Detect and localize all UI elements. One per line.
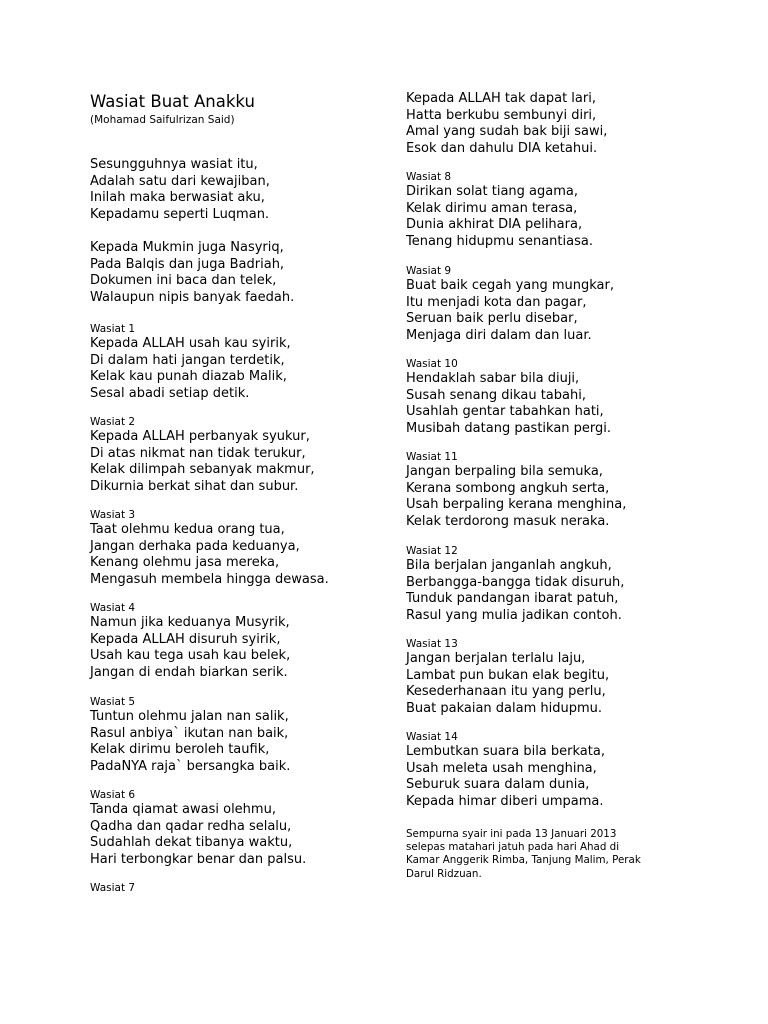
intro-line: Adalah satu dari kewajiban, <box>90 173 270 189</box>
document-title: Wasiat Buat Anakku <box>90 92 255 111</box>
stanza-line: Jangan berjalan terlalu laju, <box>406 651 586 666</box>
stanza-line: Dunia akhirat DIA pelihara, <box>406 217 583 232</box>
stanza-line: Kesederhanaan itu yang perlu, <box>406 684 606 699</box>
intro-line: Kepada Mukmin juga Nasyriq, <box>90 240 284 255</box>
stanza-line: Hatta berkubu sembunyi diri, <box>406 107 597 123</box>
stanza-line: Namun jika keduanya Musyrik, <box>90 615 290 630</box>
stanza-line: Kenang olehmu jasa mereka, <box>90 555 280 570</box>
stanza-line: Berbangga-bangga tidak disuruh, <box>406 574 625 590</box>
intro-line: Kepadamu seperti Luqman. <box>90 206 270 222</box>
stanza-line: Hendaklah sabar bila diuji, <box>406 371 580 386</box>
stanza-line: Kepada ALLAH disuruh syirik, <box>90 631 281 647</box>
stanza-line: Sesal abadi setiap detik. <box>90 385 250 401</box>
stanza-line: Lambat pun bukan elak begitu, <box>406 667 610 683</box>
stanza-line: Buat baik cegah yang mungkar, <box>406 278 614 293</box>
intro-line: Dokumen ini baca dan telek, <box>90 273 277 288</box>
stanza-line: Di dalam hati jangan terdetik, <box>90 352 285 368</box>
stanza-line: Seburuk suara dalam dunia, <box>406 777 590 792</box>
stanza-line: Tuntun olehmu jalan nan salik, <box>90 709 289 724</box>
stanza-line: Susah senang dikau tabahi, <box>406 387 586 403</box>
stanza-line: Kepada ALLAH usah kau syirik, <box>90 336 291 351</box>
footnote-line: Darul Ridzuan. <box>406 867 482 880</box>
stanza-line: Kelak dirimu beroleh taufik, <box>90 742 270 757</box>
stanza-label: Wasiat 13 <box>406 638 458 650</box>
stanza-line: Kelak kau punah diazab Malik, <box>90 369 287 384</box>
stanza-label: Wasiat 14 <box>406 731 458 743</box>
stanza-line: Kerana sombong angkuh serta, <box>406 480 610 496</box>
stanza-label: Wasiat 6 <box>90 789 136 801</box>
footnote-line: Sempurna syair ini pada 13 Januari 2013 <box>406 828 617 840</box>
stanza-line: Dirikan solat tiang agama, <box>406 184 578 199</box>
stanza-line: Jangan derhaka pada keduanya, <box>90 538 300 554</box>
intro-line: Pada Balqis dan juga Badriah, <box>90 256 285 272</box>
stanza-line: Tunduk pandangan ibarat patuh, <box>406 591 619 606</box>
stanza-line: Usah kau tega usah kau belek, <box>90 648 291 663</box>
stanza-label: Wasiat 8 <box>406 171 452 183</box>
stanza-line: Kepada himar diberi umpama. <box>406 793 604 809</box>
stanza-line: Musibah datang pastikan pergi. <box>406 420 612 436</box>
stanza-line: Jangan di endah biarkan serik. <box>90 664 288 680</box>
stanza-line: Seruan baik perlu disebar, <box>406 311 578 326</box>
stanza-line: Usahlah gentar tabahkan hati, <box>406 404 604 419</box>
stanza-line: Tanda qiamat awasi olehmu, <box>90 802 276 817</box>
stanza-label: Wasiat 5 <box>90 696 136 708</box>
stanza-line: Qadha dan qadar redha selalu, <box>90 818 292 834</box>
stanza-line: Buat pakaian dalam hidupmu. <box>406 700 603 716</box>
stanza-label: Wasiat 1 <box>90 323 136 335</box>
intro-line: Walaupun nipis banyak faedah. <box>90 289 295 305</box>
stanza-label: Wasiat 2 <box>90 416 136 428</box>
stanza-line: Esok dan dahulu DIA ketahui. <box>406 140 598 156</box>
stanza-label: Wasiat 10 <box>406 358 458 370</box>
stanza-line: Kelak terdorong masuk neraka. <box>406 513 610 529</box>
stanza-line: Usah berpaling kerana menghina, <box>406 497 627 512</box>
stanza-line: Kepada ALLAH tak dapat lari, <box>406 91 596 106</box>
stanza-line: Taat olehmu kedua orang tua, <box>90 522 285 537</box>
stanza-label: Wasiat 7 <box>90 882 136 894</box>
stanza-line: Rasul yang mulia jadikan contoh. <box>406 607 622 623</box>
stanza-label: Wasiat 4 <box>90 602 136 614</box>
stanza-label: Wasiat 9 <box>406 265 452 277</box>
stanza-line: Hari terbongkar benar dan palsu. <box>90 851 307 867</box>
intro-line: Sesungguhnya wasiat itu, <box>90 157 258 172</box>
stanza-line: Bila berjalan janganlah angkuh, <box>406 558 612 573</box>
stanza-line: PadaNYA raja` bersangka baik. <box>90 758 291 774</box>
intro-line: Inilah maka berwasiat aku, <box>90 190 265 205</box>
stanza-label: Wasiat 11 <box>406 451 458 463</box>
stanza-line: Mengasuh membela hingga dewasa. <box>90 571 329 587</box>
stanza-label: Wasiat 12 <box>406 545 458 557</box>
stanza-line: Menjaga diri dalam dan luar. <box>406 327 592 343</box>
stanza-line: Kepada ALLAH perbanyak syukur, <box>90 429 310 444</box>
stanza-line: Kelak dirimu aman terasa, <box>406 200 578 216</box>
stanza-line: Lembutkan suara bila berkata, <box>406 744 605 759</box>
footnote-line: selepas matahari jatuh pada hari Ahad di <box>406 841 620 854</box>
footnote-line: Kamar Anggerik Rimba, Tanjung Malim, Perak <box>406 854 641 867</box>
document-author: (Mohamad Saifulrizan Said) <box>90 114 235 126</box>
stanza-label: Wasiat 3 <box>90 509 136 521</box>
stanza-line: Dikurnia berkat sihat dan subur. <box>90 478 299 494</box>
stanza-line: Di atas nikmat nan tidak terukur, <box>90 445 306 461</box>
stanza-line: Usah meleta usah menghina, <box>406 760 597 776</box>
stanza-line: Itu menjadi kota dan pagar, <box>406 294 587 310</box>
stanza-line: Amal yang sudah bak biji sawi, <box>406 124 608 139</box>
stanza-line: Sudahlah dekat tibanya waktu, <box>90 835 293 850</box>
stanza-line: Tenang hidupmu senantiasa. <box>406 233 593 249</box>
stanza-line: Jangan berpaling bila semuka, <box>406 464 603 479</box>
stanza-line: Rasul anbiya` ikutan nan baik, <box>90 725 289 741</box>
stanza-line: Kelak dilimpah sebanyak makmur, <box>90 462 315 477</box>
